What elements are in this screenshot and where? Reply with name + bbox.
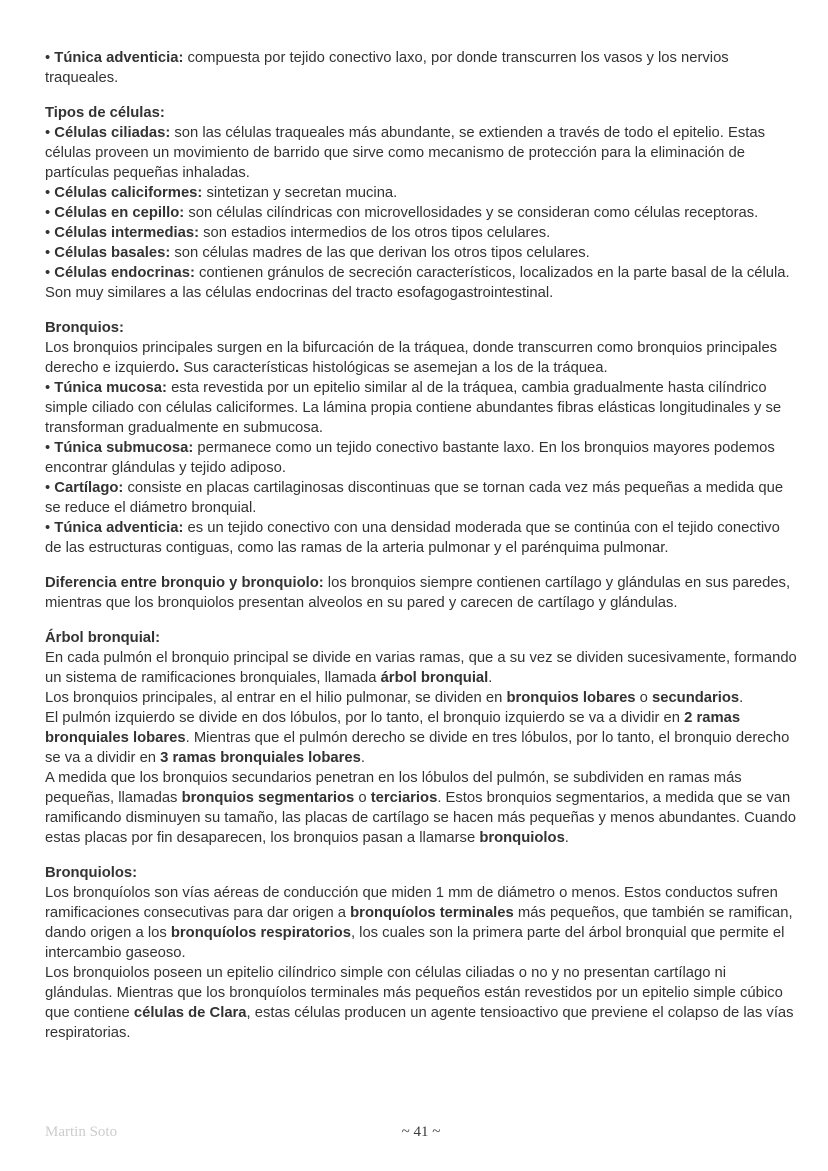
bold-text: Células basales: xyxy=(54,245,171,261)
bold-text: terciarios xyxy=(370,790,438,806)
bold-text: Árbol bronquial: xyxy=(45,630,161,646)
text-run: . xyxy=(739,690,744,706)
text-run: o xyxy=(354,790,371,806)
text-run: . xyxy=(360,750,365,766)
text-run: • xyxy=(45,205,55,221)
text-run: . Estos bronquios segmentarios, a medida que se van ramificando disminuyen su tamaño, las placas de cartílago se hacen más pequeñas y menos abundantes. Cuando estas placas por fin desaparecen, los bronquios pasan a llamarse xyxy=(45,790,796,846)
paragraph xyxy=(45,573,797,613)
text-run: • xyxy=(45,125,55,141)
bold-text: . xyxy=(174,360,180,376)
bullet-item xyxy=(45,48,797,88)
text-run: Los bronquiolos poseen un epitelio cilíndrico simple con células ciliadas o no y no presentan cartílago ni glándulas. Mientras que los bronquíolos terminales más pequeños están revestidos por un epitelio simple cúbico que contiene xyxy=(45,965,783,1021)
bold-text: 3 ramas bronquiales lobares xyxy=(160,750,361,766)
text-run: • xyxy=(45,185,55,201)
bold-text: Cartílago: xyxy=(54,480,124,496)
text-run: • xyxy=(45,480,55,496)
bold-text: bronquíolos respiratorios xyxy=(170,925,351,941)
text-run: son células cilíndricas con microvellosidades y se consideran como células receptoras. xyxy=(184,205,759,221)
text-run: . xyxy=(564,830,569,846)
text-run: sintetizan y secretan mucina. xyxy=(202,185,398,201)
text-run: es un tejido conectivo con una densidad moderada que se continúa con el tejido conectivo de las estructuras contiguas, como las ramas de la arteria pulmonar y el parénquima pulmonar. xyxy=(45,520,780,556)
footer-page-number: ~ 41 ~ xyxy=(401,1124,441,1140)
bullet-item xyxy=(45,438,797,478)
bold-text: Túnica adventicia: xyxy=(54,50,184,66)
bullet-item xyxy=(45,518,797,558)
text-run: Sus características histológicas se asemejan a los de la tráquea. xyxy=(179,360,608,376)
bold-text: bronquíolos terminales xyxy=(350,905,514,921)
text-run: • xyxy=(45,440,55,456)
text-run: En cada pulmón el bronquio principal se divide en varias ramas, que a su vez se dividen sucesivamente, formando un sistema de ramificaciones bronquiales, llamada xyxy=(45,650,797,686)
text-run: . Mientras que el pulmón derecho se divide en tres lóbulos, por lo tanto, el bronquio derecho se va a dividir en xyxy=(45,730,790,766)
text-run: compuesta por tejido conectivo laxo, por donde transcurren los vasos y los nervios traqueales. xyxy=(45,50,729,86)
text-run: . xyxy=(488,670,493,686)
text-run: , los cuales son la primera parte del árbol bronquial que permite el intercambio gaseoso. xyxy=(45,925,785,961)
paragraph xyxy=(45,338,797,378)
bold-text: 2 ramas bronquiales lobares xyxy=(45,710,741,746)
section-heading xyxy=(45,628,797,648)
bold-text: Túnica submucosa: xyxy=(54,440,194,456)
bold-text: Diferencia entre bronquio y bronquiolo: xyxy=(45,575,324,591)
bold-text: Células intermedias: xyxy=(54,225,200,241)
bullet-item xyxy=(45,223,797,243)
bold-text: Túnica adventicia: xyxy=(54,520,184,536)
page-footer xyxy=(45,1122,797,1142)
text-run: • xyxy=(45,225,55,241)
bold-text: árbol bronquial xyxy=(380,670,489,686)
bold-text: Túnica mucosa: xyxy=(54,380,167,396)
text-run: son las células traqueales más abundante, se extienden a través de todo el epitelio. Estas células proveen un movimiento de barrido que sirve como mecanismo de protección para la eliminación de partículas pequeñas inhaladas. xyxy=(45,125,765,181)
bold-text: células de Clara xyxy=(133,1005,247,1021)
bold-text: Células ciliadas: xyxy=(54,125,171,141)
text-run: consiste en placas cartilaginosas discontinuas que se tornan cada vez más pequeñas a medida que se reduce el diámetro bronquial. xyxy=(45,480,784,516)
document-body xyxy=(45,48,797,1043)
bullet-item xyxy=(45,378,797,438)
bullet-item xyxy=(45,478,797,518)
text-run: permanece como un tejido conectivo bastante laxo. En los bronquios mayores podemos encontrar glándulas y tejido adiposo. xyxy=(45,440,775,476)
bold-text: Bronquios: xyxy=(45,320,124,336)
paragraph xyxy=(45,883,797,963)
bold-text: Células en cepillo: xyxy=(54,205,185,221)
bullet-item xyxy=(45,183,797,203)
bold-text: bronquios segmentarios xyxy=(181,790,355,806)
bullet-item xyxy=(45,243,797,263)
text-run: esta revestida por un epitelio similar al de la tráquea, cambia gradualmente hasta cilíndrico simple ciliado con células caliciformes. La lámina propia contiene abundantes fibras elásticas longitudinales y se transforman gradualmente en submucosa. xyxy=(45,380,782,436)
text-run: los bronquios siempre contienen cartílago y glándulas en sus paredes, mientras que los bronquiolos presentan alveolos en su pared y carecen de cartílago y glándulas. xyxy=(45,575,791,611)
section-heading xyxy=(45,103,797,123)
text-run: Los bronquíolos son vías aéreas de conducción que miden 1 mm de diámetro o menos. Estos conductos sufren ramificaciones consecutivas para dar origen a xyxy=(45,885,778,921)
text-run: son estadios intermedios de los otros tipos celulares. xyxy=(199,225,551,241)
bold-text: Tipos de células: xyxy=(45,105,165,121)
bold-text: Bronquiolos: xyxy=(45,865,138,881)
paragraph xyxy=(45,708,797,768)
section-heading xyxy=(45,318,797,338)
bold-text: Células caliciformes: xyxy=(54,185,203,201)
paragraph xyxy=(45,768,797,848)
paragraph xyxy=(45,648,797,688)
text-run: • xyxy=(45,50,55,66)
paragraph xyxy=(45,963,797,1043)
text-run: más pequeños, que también se ramifican, dando origen a los xyxy=(45,905,793,941)
text-run: • xyxy=(45,265,55,281)
text-run: Los bronquios principales surgen en la bifurcación de la tráquea, donde transcurren como bronquios principales derecho e izquierdo xyxy=(45,340,778,376)
footer-author: Martin Soto xyxy=(45,1124,118,1140)
text-run: son células madres de las que derivan los otros tipos celulares. xyxy=(170,245,590,261)
text-run: contienen gránulos de secreción característicos, localizados en la parte basal de la célula. Son muy similares a las células endocrinas del tracto esofagogastrointestinal. xyxy=(45,265,790,301)
text-run: o xyxy=(635,690,652,706)
text-run: , estas células producen un agente tensioactivo que previene el colapso de las vías respiratorias. xyxy=(45,1005,794,1041)
text-run: • xyxy=(45,245,55,261)
bullet-item xyxy=(45,203,797,223)
bold-text: bronquiolos xyxy=(479,830,565,846)
text-run: • xyxy=(45,380,55,396)
text-run: Los bronquios principales, al entrar en el hilio pulmonar, se dividen en xyxy=(45,690,507,706)
bullet-item xyxy=(45,263,797,303)
section-heading xyxy=(45,863,797,883)
bold-text: bronquios lobares xyxy=(506,690,636,706)
bullet-item xyxy=(45,123,797,183)
text-run: A medida que los bronquios secundarios penetran en los lóbulos del pulmón, se subdividen en ramas más pequeñas, llamadas xyxy=(45,770,742,806)
bold-text: secundarios xyxy=(651,690,740,706)
text-run: • xyxy=(45,520,55,536)
text-run: El pulmón izquierdo se divide en dos lóbulos, por lo tanto, el bronquio izquierdo se va a dividir en xyxy=(45,710,685,726)
bold-text: Células endocrinas: xyxy=(54,265,195,281)
paragraph xyxy=(45,688,797,708)
